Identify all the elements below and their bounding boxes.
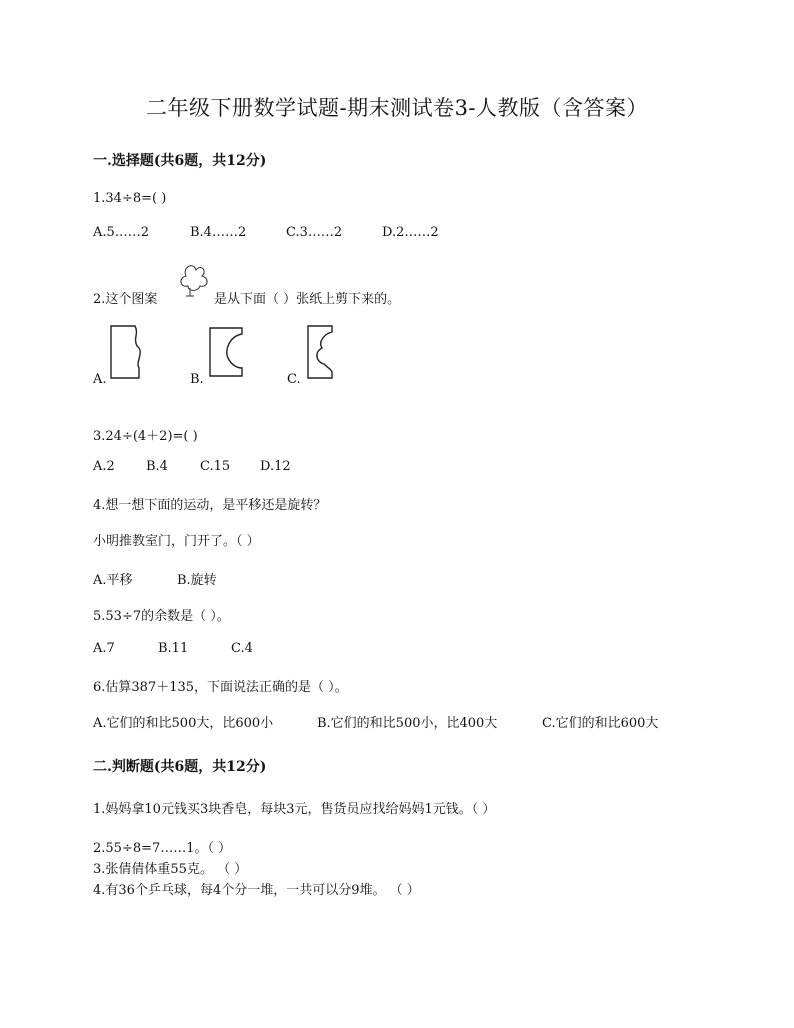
judgement-1: 1.妈妈拿10元钱买3块香皂，每块3元，售货员应找给妈妈1元钱。（ ） (93, 802, 496, 817)
option-a: A.5……2 (93, 225, 150, 240)
question-4-subquestion: 小明推教室门，门开了。（ ） (93, 534, 260, 549)
question-3-stem: 3.24÷(4＋2)=( ) (93, 429, 198, 444)
section-heading-judgement: 二.判断题(共6题，共12分) (93, 759, 267, 775)
option-c: C.4 (231, 641, 253, 656)
option-b-label: B. (190, 372, 204, 387)
question-4-stem: 4.想一想下面的运动，是平移还是旋转？ (93, 498, 327, 513)
question-5-stem: 5.53÷7的余数是（ ）。 (93, 609, 230, 624)
judgement-4: 4.有36个乒乓球，每4个分一堆，一共可以分9堆。 （ ） (93, 883, 420, 898)
option-b: B.11 (158, 641, 189, 656)
judgement-2: 2.55÷8=7……1。（ ） (93, 841, 232, 856)
paper-figure-a (109, 322, 147, 382)
judgement-3: 3.张倩倩体重55克。 （ ） (93, 862, 248, 877)
option-a: A.平移 (93, 573, 133, 588)
question-6-stem: 6.估算387＋135，下面说法正确的是（ ）。 (93, 680, 348, 695)
option-b: B.旋转 (177, 573, 217, 588)
option-c-label: C. (287, 372, 301, 387)
option-a: A.7 (93, 641, 115, 656)
option-d: D.2……2 (382, 225, 439, 240)
question-1-stem: 1.34÷8=( ) (93, 191, 167, 206)
option-b: B.4 (146, 459, 168, 474)
question-2-stem-start: 2.这个图案 (93, 292, 158, 307)
clover-pattern-figure (172, 262, 212, 298)
option-a: A.2 (93, 459, 115, 474)
option-a-label: A. (93, 372, 107, 387)
section-heading-choice: 一.选择题(共6题，共12分) (93, 153, 267, 169)
option-c: C.它们的和比600大 (542, 716, 659, 731)
option-b: B.4……2 (190, 225, 247, 240)
paper-figure-b (206, 324, 246, 380)
option-b: B.它们的和比500小，比400大 (317, 716, 498, 731)
option-c: C.15 (200, 459, 231, 474)
option-d: D.12 (260, 459, 291, 474)
option-c: C.3……2 (286, 225, 343, 240)
page-title: 二年级下册数学试题-期末测试卷3-人教版（含答案） (145, 96, 649, 120)
paper-figure-c (304, 322, 340, 382)
question-2-stem-end: 是从下面（ ）张纸上剪下来的。 (214, 292, 401, 307)
option-a: A.它们的和比500大，比600小 (93, 716, 274, 731)
